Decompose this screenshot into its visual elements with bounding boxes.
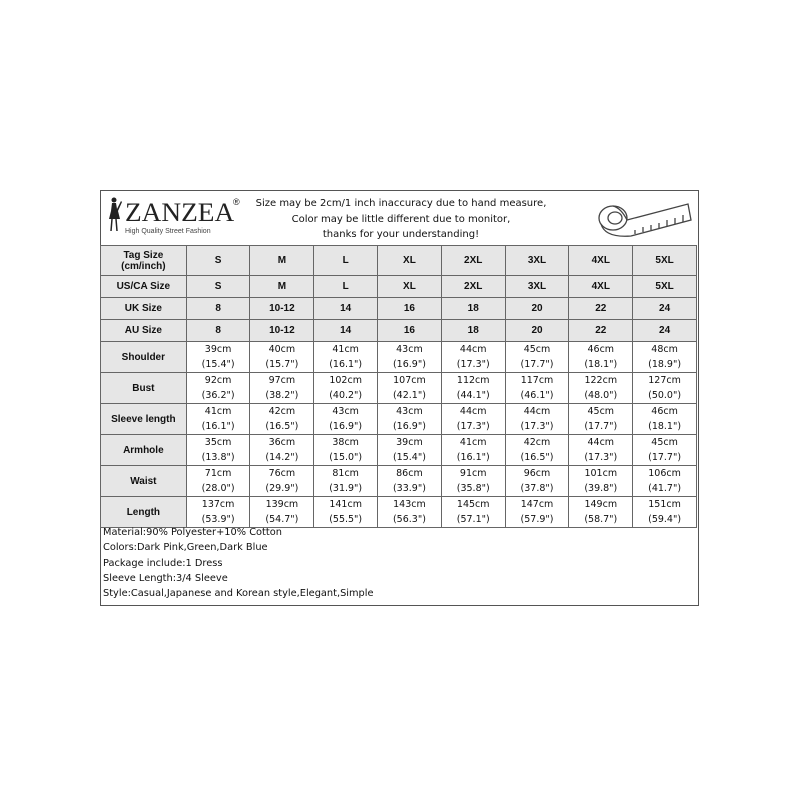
size-cell: 14 [314,298,378,320]
inch-value: (50.0") [648,390,682,401]
measurement-row [101,466,697,497]
measurement-cell [441,497,505,528]
measurement-cell [441,342,505,373]
size-cell: 8 [186,298,250,320]
measurement-cell [250,466,314,497]
measurement-cell [314,466,378,497]
cm-value: 44cm [523,406,551,417]
size-cell: S [186,246,250,276]
measurement-cell [441,373,505,404]
measurement-cell [633,342,697,373]
inch-value: (15.4") [392,452,426,463]
size-cell: 22 [569,320,633,342]
size-cell: XL [378,246,442,276]
inch-value: (42.1") [392,390,426,401]
size-cell: 5XL [633,276,697,298]
note-colors: Colors:Dark Pink,Green,Dark Blue [103,542,268,554]
size-chart [100,190,699,606]
notice-line: thanks for your understanding! [322,229,480,240]
row-label: US/CA Size [101,276,187,298]
inch-value: (57.9") [520,514,554,525]
inch-value: (39.8") [584,483,618,494]
inch-value: (14.2") [265,452,299,463]
measurement-cell [250,342,314,373]
inch-value: (16.5") [265,421,299,432]
inch-value: (59.4") [648,514,682,525]
row-label: Waist [101,466,187,497]
inch-value: (58.7") [584,514,618,525]
inch-value: (55.5") [329,514,363,525]
inch-value: (16.9") [329,421,363,432]
inch-value: (44.1") [456,390,490,401]
measurement-cell [441,404,505,435]
cm-value: 107cm [393,375,426,386]
inch-value: (16.1") [329,359,363,370]
row-label: Armhole [101,435,187,466]
size-cell: 16 [378,320,442,342]
inch-value: (35.8") [456,483,490,494]
measurement-cell [505,497,569,528]
size-cell: 10-12 [250,298,314,320]
cm-value: 102cm [329,375,362,386]
cm-value: 41cm [204,406,232,417]
measurement-cell [186,497,250,528]
size-cell: L [314,276,378,298]
cm-value: 86cm [396,468,423,479]
inch-value: (15.4") [201,359,235,370]
chart-header [101,191,698,246]
cm-value: 149cm [584,499,618,510]
size-cell: 16 [378,298,442,320]
measurement-cell [378,342,442,373]
cm-value: 43cm [396,406,423,417]
size-row [101,320,697,342]
size-cell: 3XL [505,246,569,276]
inch-value: (57.1") [456,514,490,525]
measurement-cell [633,466,697,497]
measurement-cell [441,435,505,466]
notice-line: Size may be 2cm/1 inch inaccuracy due to hand measure, [255,198,547,209]
size-cell: 20 [505,298,569,320]
measurement-cell [569,466,633,497]
cm-value: 43cm [332,406,359,417]
measuring-tape-icon [591,196,696,242]
cm-value: 38cm [332,437,359,448]
brand-tagline: High Quality Street Fashion [125,228,211,235]
cm-value: 39cm [204,344,232,355]
measurement-cell [569,497,633,528]
inch-value: (46.1") [520,390,554,401]
cm-value: 44cm [459,406,487,417]
inch-value: (17.3") [584,452,618,463]
inch-value: (13.8") [201,452,235,463]
brand-logo [107,195,257,243]
row-label: Length [101,497,187,528]
cm-value: 45cm [587,406,615,417]
measurement-row [101,404,697,435]
cm-value: 43cm [396,344,423,355]
cm-value: 145cm [456,499,490,510]
measurement-row [101,373,697,404]
measurement-cell [633,373,697,404]
inch-value: (37.8") [520,483,554,494]
size-cell: 5XL [633,246,697,276]
measurement-cell [314,373,378,404]
row-label: Shoulder [101,342,187,373]
row-label: Bust [101,373,187,404]
cm-value: 101cm [584,468,618,479]
inch-value: (18.9") [648,359,682,370]
cm-value: 35cm [204,437,232,448]
cm-value: 147cm [520,499,554,510]
cm-value: 40cm [268,344,296,355]
cm-value: 96cm [523,468,551,479]
inch-value: (15.7") [265,359,299,370]
measurement-cell [378,497,442,528]
size-cell: 20 [505,320,569,342]
size-cell: 22 [569,298,633,320]
measurement-cell [314,497,378,528]
inch-value: (16.5") [520,452,554,463]
inch-value: (16.9") [392,359,426,370]
cm-value: 45cm [523,344,551,355]
size-cell: 4XL [569,276,633,298]
cm-value: 92cm [204,375,232,386]
fashion-figure-icon [107,197,123,233]
row-label: Tag Size (cm/inch) [101,246,187,276]
cm-value: 151cm [648,499,681,510]
measurement-cell [186,466,250,497]
inch-value: (53.9") [201,514,235,525]
cm-value: 42cm [268,406,296,417]
measurement-cell [186,373,250,404]
cm-value: 137cm [201,499,235,510]
measurement-cell [378,373,442,404]
size-cell: 8 [186,320,250,342]
size-cell: M [250,246,314,276]
cm-value: 41cm [459,437,487,448]
measurement-cell [250,497,314,528]
measurement-cell [505,435,569,466]
size-cell: 10-12 [250,320,314,342]
inch-value: (33.9") [392,483,426,494]
size-cell: 24 [633,320,697,342]
size-cell: 24 [633,298,697,320]
size-cell: L [314,246,378,276]
note-style: Style:Casual,Japanese and Korean style,Elegant,Simple [103,588,374,600]
inch-value: (54.7") [265,514,299,525]
cm-value: 46cm [587,344,615,355]
measurement-row [101,435,697,466]
measurement-cell [633,497,697,528]
size-cell: S [186,276,250,298]
cm-value: 143cm [393,499,426,510]
inch-value: (17.3") [456,359,490,370]
cm-value: 91cm [459,468,487,479]
measurement-cell [505,342,569,373]
measurement-cell [250,435,314,466]
measurement-cell [569,342,633,373]
brand-name: ZANZEA [125,198,235,227]
measurement-row [101,497,697,528]
inch-value: (29.9") [265,483,299,494]
inch-value: (31.9") [329,483,363,494]
inch-value: (38.2") [265,390,299,401]
cm-value: 36cm [268,437,296,448]
size-cell: 2XL [441,276,505,298]
cm-value: 44cm [587,437,615,448]
inch-value: (16.1") [201,421,235,432]
row-label: AU Size [101,320,187,342]
inch-value: (18.1") [584,359,618,370]
measurement-cell [505,373,569,404]
size-table [100,245,697,528]
cm-value: 106cm [648,468,681,479]
size-cell: 4XL [569,246,633,276]
cm-value: 97cm [268,375,296,386]
inch-value: (17.7") [584,421,618,432]
cm-value: 44cm [459,344,487,355]
inch-value: (36.2") [201,390,235,401]
cm-value: 71cm [204,468,232,479]
measurement-cell [441,466,505,497]
measurement-cell [633,435,697,466]
measurement-cell [569,373,633,404]
size-cell: 3XL [505,276,569,298]
size-cell: 18 [441,298,505,320]
cm-value: 41cm [332,344,359,355]
measurement-row [101,342,697,373]
inch-value: (17.7") [648,452,682,463]
cm-value: 46cm [651,406,678,417]
inch-value: (17.3") [456,421,490,432]
measurement-cell [378,435,442,466]
measurement-cell [250,404,314,435]
inch-value: (17.3") [520,421,554,432]
registered-mark: ® [233,197,240,207]
size-row [101,298,697,320]
inch-value: (40.2") [329,390,363,401]
measurement-cell [505,466,569,497]
cm-value: 81cm [332,468,359,479]
measurement-cell [378,404,442,435]
inch-value: (56.3") [392,514,426,525]
size-cell: 2XL [441,246,505,276]
measurement-cell [314,435,378,466]
measurement-cell [314,342,378,373]
cm-value: 48cm [651,344,678,355]
measurement-cell [314,404,378,435]
cm-value: 76cm [268,468,296,479]
product-notes [101,525,693,601]
cm-value: 42cm [523,437,551,448]
cm-value: 141cm [329,499,362,510]
size-cell: XL [378,276,442,298]
size-cell: 18 [441,320,505,342]
inch-value: (18.1") [648,421,682,432]
measurement-cell [633,404,697,435]
measurement-cell [569,404,633,435]
size-cell: 14 [314,320,378,342]
measurement-cell [186,342,250,373]
note-material: Material:90% Polyester+10% Cotton [103,527,282,538]
note-sleeve: Sleeve Length:3/4 Sleeve [103,572,228,584]
inch-value: (41.7") [648,483,682,494]
inch-value: (16.1") [456,452,490,463]
measurement-cell [186,404,250,435]
row-label: Sleeve length [101,404,187,435]
inch-value: (17.7") [520,359,554,370]
cm-value: 139cm [265,499,299,510]
size-cell: M [250,276,314,298]
inch-value: (28.0") [201,483,235,494]
inch-value: (15.0") [329,452,363,463]
measurement-cell [569,435,633,466]
row-label: UK Size [101,298,187,320]
measurement-cell [378,466,442,497]
size-row [101,246,697,276]
cm-value: 39cm [396,437,423,448]
cm-value: 117cm [520,375,554,386]
cm-value: 122cm [584,375,618,386]
note-package: Package include:1 Dress [103,557,223,569]
inch-value: (16.9") [392,421,426,432]
notice-text [251,196,551,243]
cm-value: 112cm [456,375,490,386]
size-row [101,276,697,298]
inch-value: (48.0") [584,390,618,401]
measurement-cell [250,373,314,404]
cm-value: 45cm [651,437,678,448]
measurement-cell [505,404,569,435]
measurement-cell [186,435,250,466]
notice-line: Color may be little different due to monitor, [291,213,511,225]
cm-value: 127cm [648,375,681,386]
